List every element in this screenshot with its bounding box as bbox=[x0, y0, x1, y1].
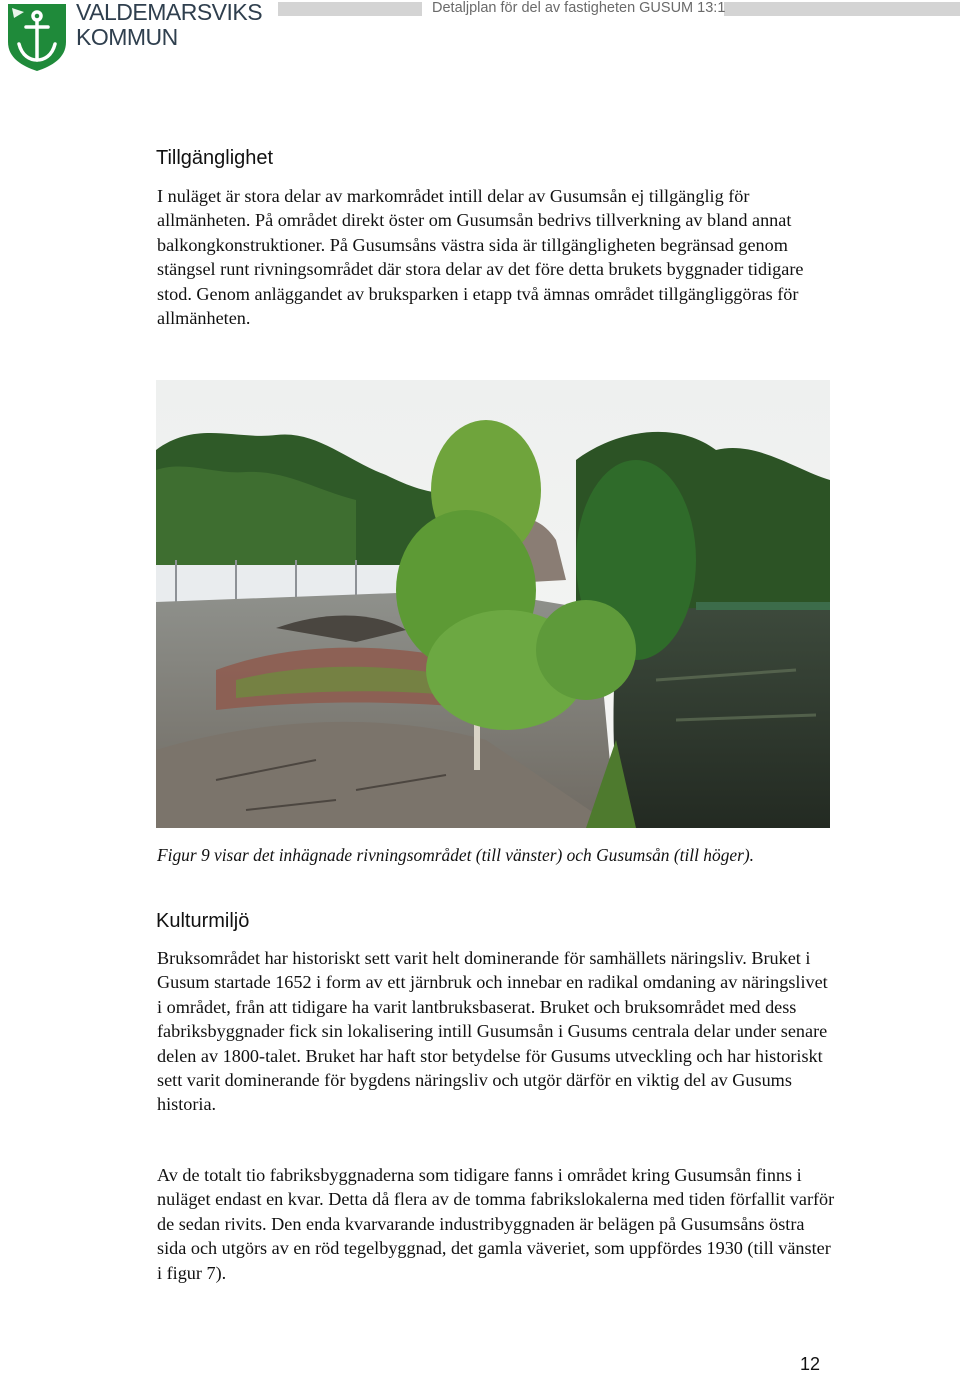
figure-photo-demolition-area-and-river bbox=[156, 380, 830, 828]
municipality-name: VALDEMARSVIKS KOMMUN bbox=[76, 0, 263, 50]
section-heading-accessibility: Tillgänglighet bbox=[156, 147, 274, 169]
paragraph-factory-buildings: Av de totalt tio fabriksbyggnaderna som tidigare fanns i området kring Gusumsån finns i nuläget endast en kvar. Detta då flera av de tomma fabrikslokalerna med tiden förfallit varför de sedan rivits. Den enda kvarvarande industribyggnaden är belägen på Gusumsåns östra sida och utgörs av en röd tegelbyggnad, det gamla väveriet, som uppfördes 1930 (till vänster i figur 7). bbox=[157, 1165, 835, 1283]
section-heading-cultural-environment: Kulturmiljö bbox=[156, 910, 250, 932]
page-number: 12 bbox=[800, 1354, 821, 1374]
document-title: Detaljplan för del av fastigheten GUSUM 13:1 bbox=[432, 0, 726, 16]
figure-caption: Figur 9 visar det inhägnade rivningsområdet (till vänster) och Gusumsån (till höger). bbox=[157, 845, 755, 865]
paragraph-accessibility: I nuläget är stora delar av markområdet intill delar av Gusumsån ej tillgänglig för allmänheten. På området direkt öster om Gusumsån bedrivs tillverkning av bland annat balkongkonstruktioner. På Gusumsåns västra sida är tillgängligheten begränsad genom stängsel runt rivningsområdet där stora delar av det före detta brukets byggnader tidigare stod. Genom anläggandet av bruksparken i etapp två ämnas området tillgängliggöras för allmänheten. bbox=[157, 186, 804, 329]
header-rule-right bbox=[724, 2, 960, 16]
paragraph-cultural-history: Bruksområdet har historiskt sett varit helt dominerande för samhällets näringsliv. Bruket i Gusum startade 1652 i form av ett järnbruk och innebar en radikal omdaning av näringslivet i området, från att tidigare ha varit lantbruksbaserat. Bruket och bruksområdet med dess fabriksbyggnader fick sin lokalisering intill Gusumsån i Gusums centrala delar under senare delen av 1800-talet. Bruket har haft stor betydelse för Gusums utveckling och har historiskt sett varit dominerande för bygdens näringsliv och utgör därför en viktig del av Gusums historia. bbox=[157, 948, 828, 1115]
header-rule-left bbox=[278, 2, 422, 16]
municipality-crest-logo bbox=[6, 2, 68, 72]
